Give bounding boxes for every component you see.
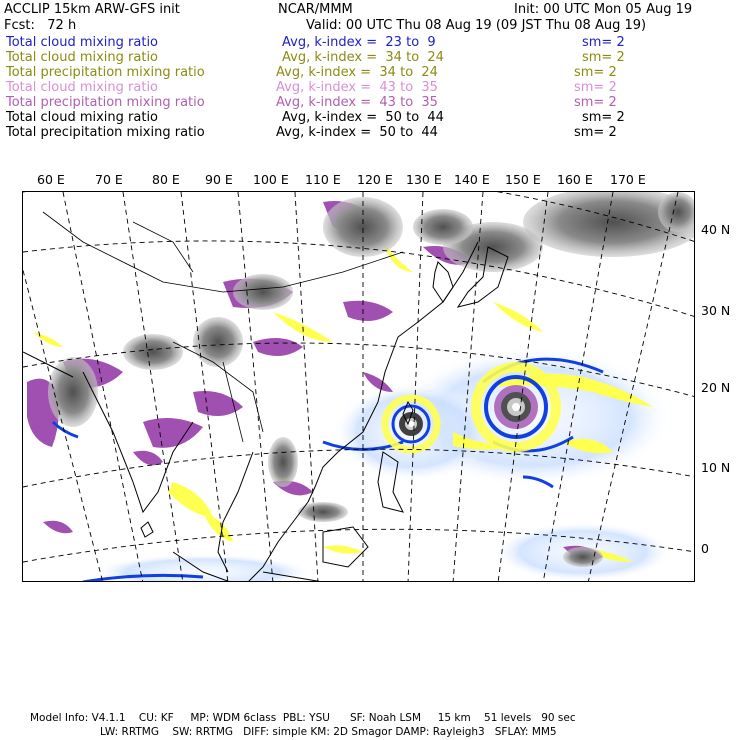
latitude-label: 40 N bbox=[701, 222, 731, 237]
legend-smoothing: sm= 2 bbox=[582, 110, 625, 125]
valid-time: Valid: 00 UTC Thu 08 Aug 19 (09 JST Thu 08 Aug 19) bbox=[306, 18, 647, 33]
model-info-line2: LW: RRTMG SW: RRTMG DIFF: simple KM: 2D Smagor DAMP: Rayleigh3 SFLAY: MM5 bbox=[100, 726, 557, 738]
longitude-label: 60 E bbox=[37, 172, 65, 187]
legend-row bbox=[6, 80, 736, 95]
longitude-label: 120 E bbox=[357, 172, 393, 187]
legend-smoothing: sm= 2 bbox=[574, 125, 617, 140]
legend-field: Total cloud mixing ratio bbox=[6, 110, 159, 125]
longitude-label: 160 E bbox=[557, 172, 593, 187]
legend-kindex: Avg, k-index = 23 to 9 bbox=[282, 35, 436, 50]
map-canvas bbox=[23, 192, 695, 582]
legend-field: Total cloud mixing ratio bbox=[6, 35, 159, 50]
plot-title: ACCLIP 15km ARW-GFS init bbox=[4, 2, 180, 17]
legend-field: Total precipitation mixing ratio bbox=[6, 125, 205, 140]
legend-kindex: Avg, k-index = 34 to 24 bbox=[276, 65, 438, 80]
longitude-label: 170 E bbox=[610, 172, 646, 187]
legend-smoothing: sm= 2 bbox=[574, 80, 617, 95]
center-label: NCAR/MMM bbox=[278, 2, 353, 17]
forecast-hour: Fcst: 72 h bbox=[4, 18, 77, 33]
longitude-label: 90 E bbox=[205, 172, 233, 187]
longitude-label: 80 E bbox=[152, 172, 180, 187]
legend-row bbox=[6, 35, 736, 50]
latitude-label: 20 N bbox=[701, 380, 731, 395]
latitude-label: 30 N bbox=[701, 303, 731, 318]
legend-field: Total cloud mixing ratio bbox=[6, 50, 159, 65]
init-time: Init: 00 UTC Mon 05 Aug 19 bbox=[514, 2, 693, 17]
legend-field: Total precipitation mixing ratio bbox=[6, 95, 205, 110]
legend-kindex: Avg, k-index = 43 to 35 bbox=[276, 95, 438, 110]
longitude-label: 70 E bbox=[95, 172, 123, 187]
longitude-label: 130 E bbox=[406, 172, 442, 187]
legend-field: Total cloud mixing ratio bbox=[6, 80, 159, 95]
longitude-label: 150 E bbox=[505, 172, 541, 187]
legend-kindex: Avg, k-index = 50 to 44 bbox=[282, 110, 444, 125]
legend-smoothing: sm= 2 bbox=[574, 65, 617, 80]
legend-field: Total precipitation mixing ratio bbox=[6, 65, 205, 80]
model-info-line1: Model Info: V4.1.1 CU: KF MP: WDM 6class PBL: YSU SF: Noah LSM 15 km 51 levels 90 sec bbox=[30, 712, 576, 724]
typhoon-west bbox=[385, 398, 437, 450]
latitude-label: 10 N bbox=[701, 460, 731, 475]
typhoon-east bbox=[476, 367, 556, 447]
legend-kindex: Avg, k-index = 43 to 35 bbox=[276, 80, 438, 95]
legend-smoothing: sm= 2 bbox=[582, 50, 625, 65]
legend-row bbox=[6, 110, 736, 125]
longitude-label: 140 E bbox=[454, 172, 490, 187]
legend-kindex: Avg, k-index = 50 to 44 bbox=[276, 125, 438, 140]
legend-smoothing: sm= 2 bbox=[582, 35, 625, 50]
legend-smoothing: sm= 2 bbox=[574, 95, 617, 110]
longitude-label: 100 E bbox=[253, 172, 289, 187]
legend-row bbox=[6, 65, 736, 80]
legend-row bbox=[6, 125, 736, 140]
legend-row bbox=[6, 50, 736, 65]
latitude-label: 0 bbox=[701, 541, 709, 556]
legend-row bbox=[6, 95, 736, 110]
longitude-label: 110 E bbox=[305, 172, 341, 187]
map-panel bbox=[22, 191, 695, 582]
legend-kindex: Avg, k-index = 34 to 24 bbox=[282, 50, 444, 65]
